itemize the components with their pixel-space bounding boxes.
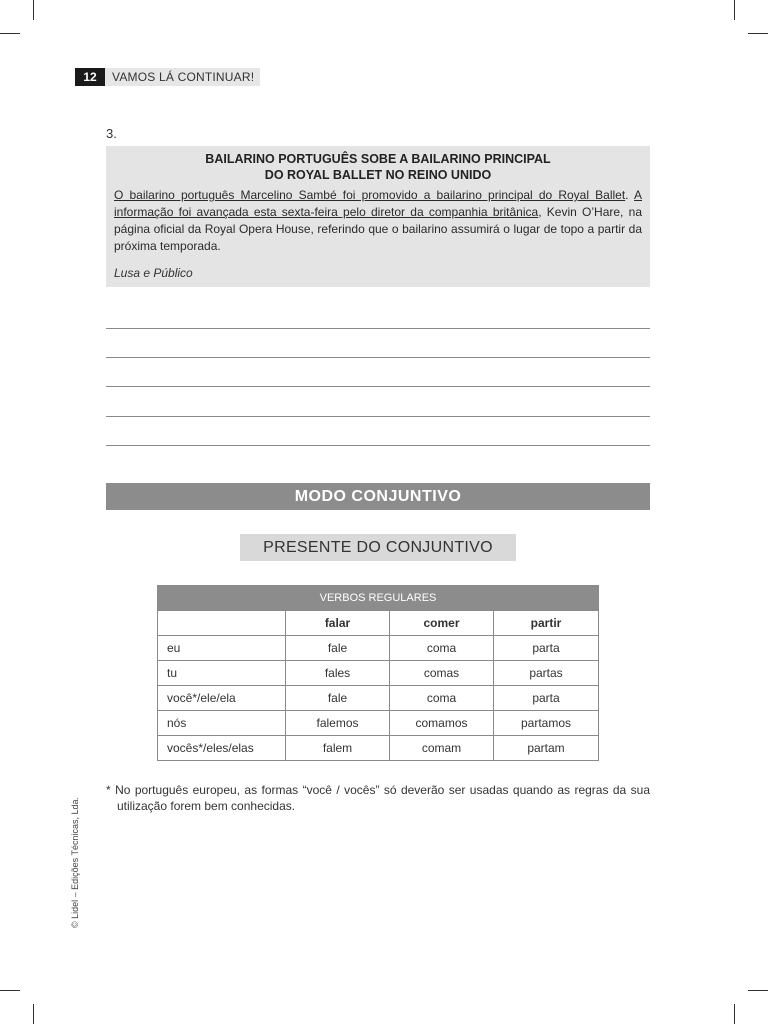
pronoun-cell: tu xyxy=(158,661,286,686)
table-caption: VERBOS REGULARES xyxy=(158,586,599,611)
verb-form-cell: falem xyxy=(286,736,390,761)
underlined-sentence: O bailarino português Marcelino Sambé foi promovido a bailarino principal do Royal Ballet xyxy=(114,188,626,202)
crop-mark xyxy=(0,990,20,991)
headline-line: DO ROYAL BALLET NO REINO UNIDO xyxy=(264,168,492,182)
table-row xyxy=(158,736,599,761)
mode-title: MODO CONJUNTIVO xyxy=(106,483,650,510)
footnote-text: * No português europeu, as formas “você / vocês” só deverão ser usadas quando as regras da sua utilização forem bem conhecidas. xyxy=(106,783,650,813)
pronoun-cell: nós xyxy=(158,711,286,736)
page-number: 12 xyxy=(75,68,105,86)
headline-line: BAILARINO PORTUGUÊS SOBE A BAILARINO PRINCIPAL xyxy=(205,152,551,166)
pronoun-cell: vocês*/eles/elas xyxy=(158,736,286,761)
crop-mark xyxy=(0,33,20,34)
news-source: Lusa e Público xyxy=(114,266,193,280)
table-row xyxy=(158,686,599,711)
table-row xyxy=(158,661,599,686)
underlined-sentence: A informação foi avançada esta sexta-feira pelo diretor da companhia britânica xyxy=(114,188,643,219)
news-text: , Kevin O’Hare, na página oficial da Royal Opera House, referindo que o bailarino assumirá o lugar de topo a partir da próxima temporada. xyxy=(114,205,642,253)
news-body xyxy=(114,187,642,255)
answer-line[interactable] xyxy=(106,386,650,387)
footnote xyxy=(106,782,650,814)
column-header xyxy=(158,611,286,636)
verb-form-cell: fale xyxy=(286,686,390,711)
crop-mark xyxy=(748,990,768,991)
column-header: comer xyxy=(390,611,494,636)
verb-form-cell: comamos xyxy=(390,711,494,736)
answer-line[interactable] xyxy=(106,328,650,329)
verb-form-cell: parta xyxy=(494,636,599,661)
table-row xyxy=(158,636,599,661)
verb-form-cell: fale xyxy=(286,636,390,661)
tense-title: PRESENTE DO CONJUNTIVO xyxy=(240,534,516,561)
verb-form-cell: fales xyxy=(286,661,390,686)
verb-form-cell: partamos xyxy=(494,711,599,736)
answer-line[interactable] xyxy=(106,416,650,417)
verb-form-cell: partas xyxy=(494,661,599,686)
answer-line[interactable] xyxy=(106,445,650,446)
column-header: falar xyxy=(286,611,390,636)
crop-mark xyxy=(734,0,735,20)
crop-mark xyxy=(33,0,34,20)
exercise-number: 3. xyxy=(106,126,117,141)
verb-form-cell: parta xyxy=(494,686,599,711)
pronoun-cell: você*/ele/ela xyxy=(158,686,286,711)
news-text: . xyxy=(625,188,629,202)
column-header: partir xyxy=(494,611,599,636)
verb-form-cell: comam xyxy=(390,736,494,761)
table-row xyxy=(158,711,599,736)
crop-mark xyxy=(748,33,768,34)
verb-form-cell: comas xyxy=(390,661,494,686)
answer-line[interactable] xyxy=(106,357,650,358)
crop-mark xyxy=(734,1004,735,1024)
news-excerpt-box xyxy=(106,146,650,287)
verb-form-cell: partam xyxy=(494,736,599,761)
conjugation-table xyxy=(157,585,599,761)
crop-mark xyxy=(33,1004,34,1024)
verb-form-cell: coma xyxy=(390,686,494,711)
news-headline xyxy=(106,151,650,183)
verb-form-cell: falemos xyxy=(286,711,390,736)
copyright-notice: © Lidel – Edições Técnicas, Lda. xyxy=(70,796,80,928)
verb-form-cell: coma xyxy=(390,636,494,661)
section-title: VAMOS LÁ CONTINUAR! xyxy=(112,70,255,84)
pronoun-cell: eu xyxy=(158,636,286,661)
